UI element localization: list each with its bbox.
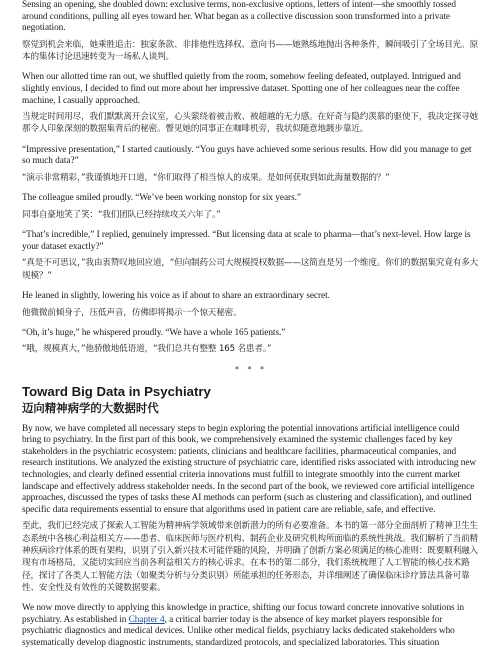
- paragraph-en: [22, 603, 480, 649]
- paragraph-en: “Oh, it’s huge,” he whispered proudly. “We have a whole 165 patients.”: [22, 327, 286, 338]
- paragraph-zh: “哦，规模真大，”他骄傲地低语道，“我们总共有整整 165 名患者。”: [22, 344, 272, 355]
- paragraph-zh: 当规定时间用尽，我们默默离开会议室，心头萦绕着被击败、被超越的无力感。在好奇与隐约羡慕的驱使下，我决定探寻她那令人印象深刻的数据集背后的秘密。瞥见她的同事正在咖啡机旁，我状似随意地踱步靠近。: [22, 112, 478, 135]
- paragraph-en: When our allotted time ran out, we shuffled quietly from the room, somehow feeling defeated, outplayed. Intrigued and slightly envious, I decided to find out more about her impressive dataset. Spotting one of her colleagues near the coffee machine, I casually approached.: [22, 72, 461, 106]
- paragraph-zh: 他微微前倾身子，压低声音，仿佛即将揭示一个惊天秘密。: [22, 307, 242, 318]
- paragraph-en: He leaned in slightly, lowering his voice as if about to share an extraordinary secret.: [22, 290, 330, 301]
- paragraph-en: By now, we have completed all necessary steps to begin exploring the potential innovations artificial intelligence could bring to psychiatry. In the first part of this book, we comprehensively examined the systemic challenges faced by key stakeholders in the psychiatric ecosystem: patients, clinicians and healthcare facilities, pharmaceutical companies, and research institutions. We analyzed the existing structure of psychiatric care, identified risks associated with introducing new technologies, and clearly defined essential criteria innovations must fulfill to integrate smoothly into the current market landscape and effectively address stakeholder needs. In the second part of the book, we reviewed core artificial intelligence approaches, discussed the types of tasks these AI methods can perform (such as clustering and classification), and outlined specific data requirements essential to ensure that algorithms used in patient care are reliable, safe, and effective.: [22, 423, 477, 515]
- paragraph-zh: 同事自豪地笑了笑：“我们团队已经持续攻关六年了。”: [22, 209, 221, 220]
- document-page: [22, 0, 480, 654]
- paragraph-en: The colleague smiled proudly. “We’ve been working nonstop for six years.”: [22, 193, 301, 204]
- paragraph-text: We now move directly to applying this knowledge in practice, shifting our focus toward concrete innovative solutions in psychiatry. As established in: [22, 603, 465, 625]
- section: [22, 384, 480, 650]
- section-heading-zh: 迈向精神病学的大数据时代: [22, 400, 159, 415]
- section-heading-en: Toward Big Data in Psychiatry: [22, 383, 211, 399]
- paragraph-en: “That’s incredible,” I replied, genuinely impressed. “But licensing data at scale to pharma—that’s next-level. How large is your dataset exactly?”: [22, 230, 471, 252]
- paragraph-zh: 察觉到机会来临，她乘胜追击：独家条款、非排他性选择权、意向书——她熟练地抛出各种条件，瞬间吸引了全场目光。原本的集体讨论迅速转变为一场私人谈判。: [22, 39, 478, 63]
- section-separator: * * *: [234, 364, 268, 374]
- chapter-link[interactable]: Chapter 4: [128, 614, 165, 625]
- paragraph-en: Sensing an opening, she doubled down: exclusive terms, non-exclusive options, letters of intent—she smoothly tossed around conditions, pulling all eyes toward her. What began as a collective discussion soon transformed into a private negotiation.: [22, 0, 456, 34]
- paragraph-en: “Impressive presentation,” I started cautiously. “You guys have achieved some serious results. How did you manage to get so much data?”: [22, 144, 472, 167]
- dialogue-block: [22, 0, 480, 356]
- paragraph-zh: “真是不可思议，”我由衷赞叹地回应道，“但向制药公司大规模授权数据——这简直是另一个维度。你们的数据集究竟有多大规模？”: [22, 258, 479, 281]
- paragraph-zh: 至此，我们已经完成了探索人工智能为精神病学领域带来创新潜力的所有必要准备。本书的第一部分全面剖析了精神卫生生态系统中各核心利益相关方——患者、临床医师与医疗机构、制药企业及研究机构所面临的系统性挑战。我们解析了当前精神疾病诊疗体系的既有架构，识别了引入新兴技术可能伴随的风险，并明确了创新方案必须满足的核心准则：既要顺利融入现有市场格局，又能切实回应当前各利益相关方的核心诉求。在本书的第二部分，我们系统梳理了人工智能的核心技术路径，探讨了各类人工智能方法（如聚类分析与分类识别）所能承担的任务形态，并详细阐述了确保临床诊疗算法具备可靠性、安全性及有效性的关键数据要素。: [22, 521, 478, 593]
- paragraph-zh: “演示非常精彩，”我谨慎地开口道，“你们取得了相当惊人的成果。是如何获取到如此海量数据的？”: [22, 172, 390, 183]
- paragraph-text: , a critical barrier today is the absence of key market players responsible for psychiatric diagnostics and medical devices. Unlike other medical fields, psychiatry lacks dedicated stakeholders who systematically develop diagnostic instruments, standardized protocols, and specialized laboratories. This situation: [22, 614, 455, 648]
